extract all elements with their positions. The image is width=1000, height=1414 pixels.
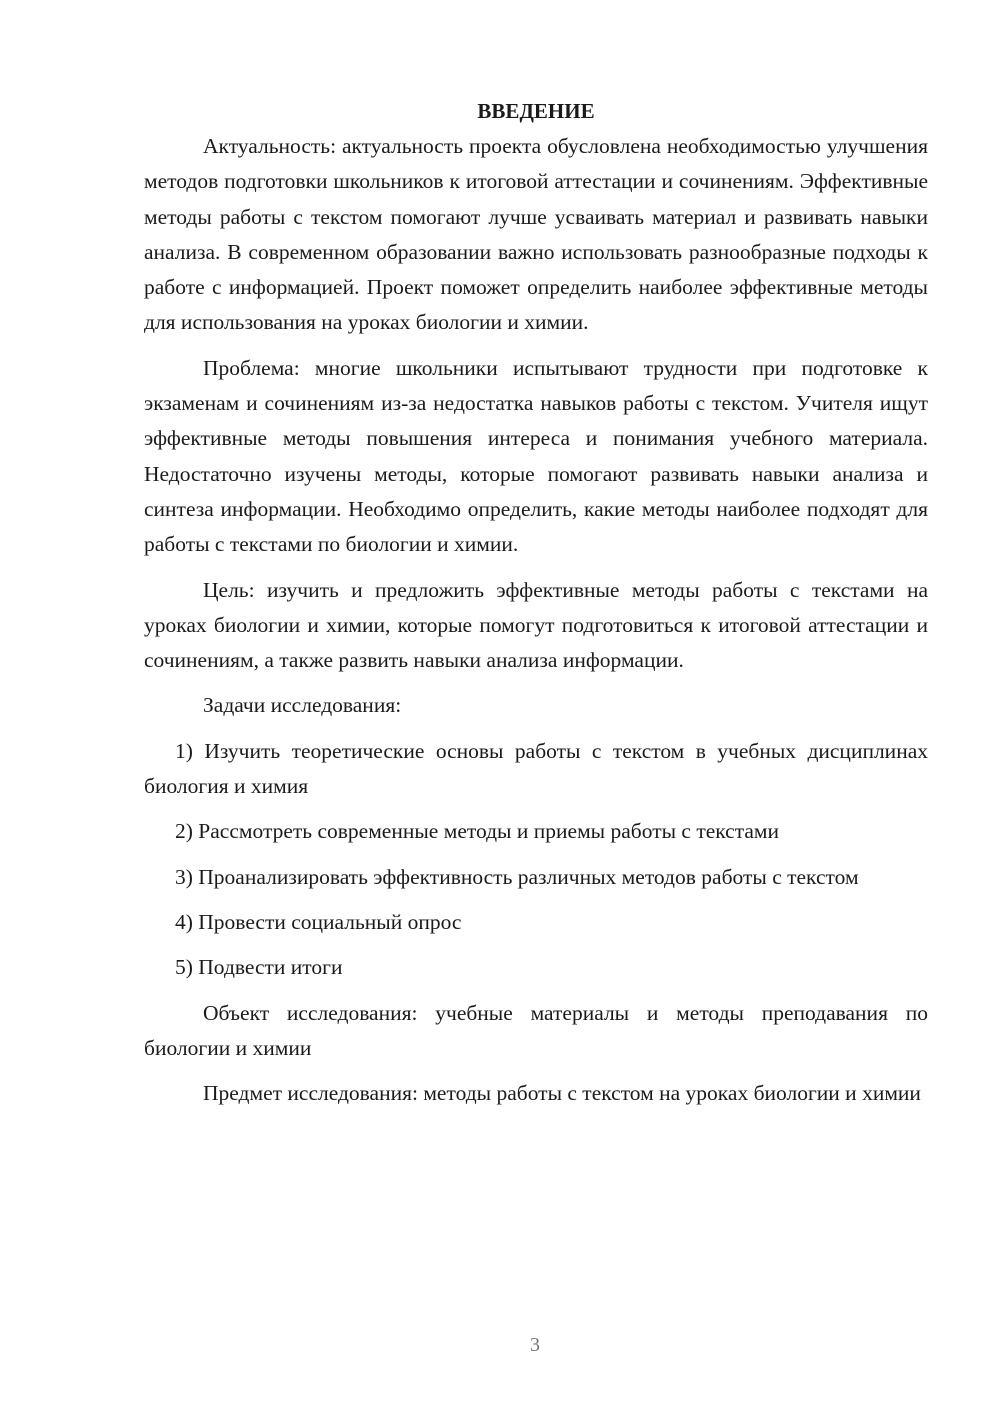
subject-paragraph: Предмет исследования: методы работы с текстом на уроках биологии и химии [203,1081,921,1106]
task-item-2: 2) Рассмотреть современные методы и приемы работы с текстами [175,819,780,844]
task-item-5: 5) Подвести итоги [175,955,343,980]
object-paragraph: Объект исследования: учебные материалы и методы преподавания по биологии и химии [144,1000,928,1060]
goal-paragraph: Цель: изучить и предложить эффективные методы работы с текстами на уроках биологии и химии, которые помогут подготовиться к итоговой аттестации и сочинениям, а также развить навыки анализа информации. [144,577,928,673]
task-item-4: 4) Провести социальный опрос [175,909,462,934]
task-item-1: 1) Изучить теоретические основы работы с текстом в учебных дисциплинах биология и химия [144,738,928,799]
task-item-3: 3) Проанализировать эффективность различных методов работы с текстом [175,864,859,889]
problem-paragraph: Проблема: многие школьники испытывают трудности при подготовке к экзаменам и сочинениям из-за недостатка навыков работы с текстом. Учителя ищут эффективные методы повышения интереса и понимания учебного материала. Недостаточно изучены методы, которые помогают развивать навыки анализа и синтеза информации. Необходимо определить, какие методы наиболее подходят для работы с текстами по биологии и химии. [144,355,928,557]
document-page [144,95,928,1121]
page-number: 3 [530,1334,540,1356]
relevance-paragraph: Актуальность: актуальность проекта обусловлена необходимостью улучшения методов подготовки школьников к итоговой аттестации и сочинениям. Эффективные методы работы с текстом помогают лучше усваивать материал и развивать навыки анализа. В современном образовании важно использовать разнообразные подходы к работе с информацией. Проект поможет определить наиболее эффективные методы для использования на уроках биологии и химии. [144,134,928,335]
page-title: ВВЕДЕНИЕ [477,99,595,123]
tasks-heading: Задачи исследования: [203,693,402,718]
